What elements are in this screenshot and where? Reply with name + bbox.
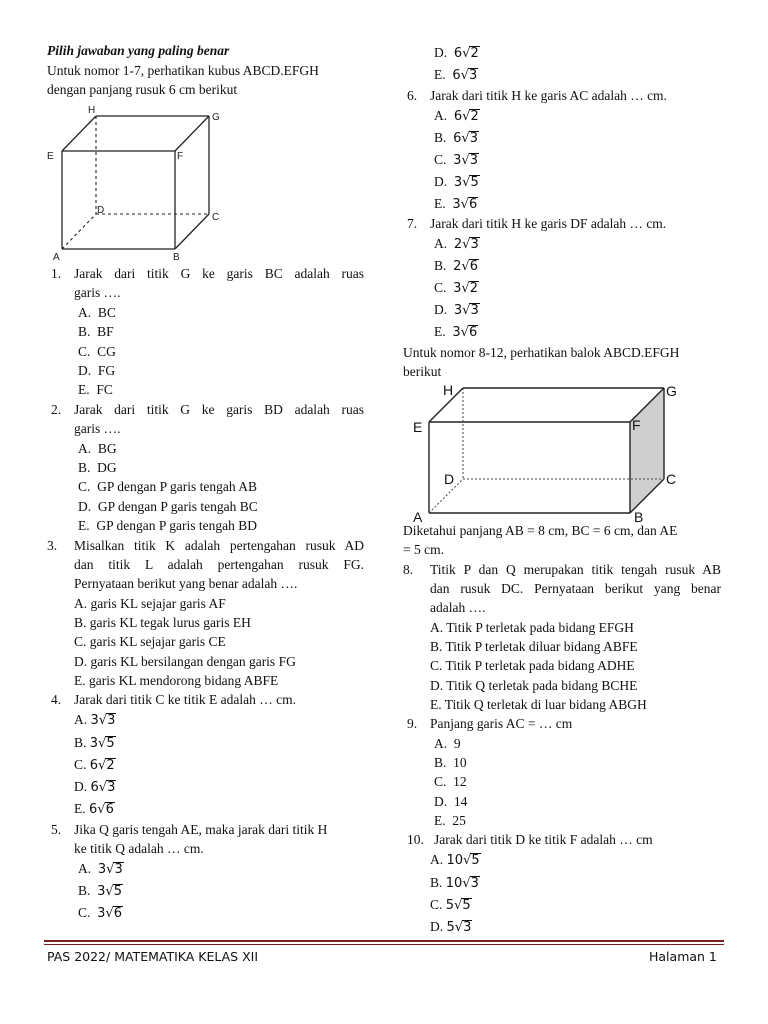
q8-text-line2: dan rusuk DC. Pernyataan berikut yang benar <box>430 581 721 596</box>
q8-text-line1: Titik P dan Q merupakan titik tengah rusuk AB <box>430 562 721 577</box>
q7-option-c[interactable]: C. 3√2 <box>434 280 478 296</box>
q3-text-line1: Misalkan titik K adalah pertengahan rusuk AD <box>74 538 364 553</box>
cube-figure <box>44 102 234 264</box>
q4-option-b[interactable]: B. 3√5 <box>74 735 115 751</box>
intro-line-1: Untuk nomor 1-7, perhatikan kubus ABCD.EFGH <box>47 63 319 78</box>
edge-ad <box>62 214 96 249</box>
q7-option-d[interactable]: D. 3√3 <box>434 302 479 318</box>
label-h: H <box>88 105 96 116</box>
label-a: A <box>53 252 60 263</box>
q1-option-c[interactable]: C. CG <box>78 344 116 359</box>
label-c: C <box>212 212 220 223</box>
label-f: F <box>632 417 641 433</box>
label-d: D <box>97 205 105 216</box>
q9-option-a[interactable]: A. 9 <box>434 736 461 751</box>
q2-text-line2: garis …. <box>74 421 121 436</box>
q4-option-d[interactable]: D. 6√3 <box>74 779 116 795</box>
q7-option-a[interactable]: A. 2√3 <box>434 236 479 252</box>
label-b: B <box>634 509 644 522</box>
q1-option-e[interactable]: E. FC <box>78 382 113 397</box>
q3-option-e[interactable]: E. garis KL mendorong bidang ABFE <box>74 673 279 688</box>
q3-option-b[interactable]: B. garis KL tegak lurus garis EH <box>74 615 251 630</box>
q1-option-d[interactable]: D. FG <box>78 363 116 378</box>
q6-option-b[interactable]: B. 6√3 <box>434 130 478 146</box>
q1-option-b[interactable]: B. BF <box>78 324 114 339</box>
shaded-face-bcgf <box>630 388 664 513</box>
q3-option-c[interactable]: C. garis KL sejajar garis CE <box>74 634 226 649</box>
q2-option-a[interactable]: A. BG <box>78 441 117 456</box>
label-a: A <box>413 509 423 522</box>
label-g: G <box>212 112 220 123</box>
q4-option-e[interactable]: E. 6√6 <box>74 801 114 817</box>
q2-option-e[interactable]: E. GP dengan P garis tengah BD <box>78 518 257 533</box>
q4-text-line1: Jarak dari titik C ke titik E adalah … cm. <box>74 692 296 707</box>
label-g: G <box>666 383 677 399</box>
q8-option-a[interactable]: A. Titik P terletak pada bidang EFGH <box>430 620 634 635</box>
q4-option-a[interactable]: A. 3√3 <box>74 712 116 728</box>
q5-text-line2: ke titik Q adalah … cm. <box>74 841 204 856</box>
q10-text-line1: Jarak dari titik D ke titik F adalah … cm <box>434 832 653 847</box>
q8-option-d[interactable]: D. Titik Q terletak pada bidang BCHE <box>430 678 638 693</box>
q8-option-e[interactable]: E. Titik Q terletak di luar bidang ABGH <box>430 697 647 712</box>
q5-option-c[interactable]: C. 3√6 <box>78 905 122 921</box>
q9-option-e[interactable]: E. 25 <box>434 813 466 828</box>
q10-option-b[interactable]: B. 10√3 <box>430 875 479 891</box>
q5-text-line1: Jika Q garis tengah AE, maka jarak dari titik H <box>74 822 328 837</box>
known-line-1: Diketahui panjang AB = 8 cm, BC = 6 cm, dan AE <box>403 523 678 538</box>
q7-option-b[interactable]: B. 2√6 <box>434 258 478 274</box>
q10-number: 10. <box>407 832 424 847</box>
cuboid-figure <box>410 380 690 522</box>
q2-text-line1: Jarak dari titik G ke garis BD adalah ruas <box>74 402 364 417</box>
footer-rule-thick <box>44 940 724 942</box>
q8-number: 8. <box>403 562 414 577</box>
footer-rule-thin <box>44 944 724 945</box>
q9-option-b[interactable]: B. 10 <box>434 755 467 770</box>
q7-text-line1: Jarak dari titik H ke garis DF adalah … cm. <box>430 216 667 231</box>
q9-number: 9. <box>407 716 418 731</box>
known-line-2: = 5 cm. <box>403 542 444 557</box>
q10-option-a[interactable]: A. 10√5 <box>430 852 480 868</box>
q6-option-e[interactable]: E. 3√6 <box>434 196 478 212</box>
footer-title: PAS 2022/ MATEMATIKA KELAS XII <box>47 949 259 964</box>
q1-number: 1. <box>51 266 62 281</box>
label-b: B <box>173 252 180 263</box>
q5-option-a[interactable]: A. 3√3 <box>78 861 123 877</box>
q2-option-c[interactable]: C. GP dengan P garis tengah AB <box>78 479 257 494</box>
q8-option-c[interactable]: C. Titik P terletak pada bidang ADHE <box>430 658 635 673</box>
q6-option-d[interactable]: D. 3√5 <box>434 174 479 190</box>
q9-text-line1: Panjang garis AC = … cm <box>430 716 573 731</box>
q1-text-line2: garis …. <box>74 285 121 300</box>
intro2-line-2: berikut <box>403 364 442 379</box>
q5-number: 5. <box>51 822 62 837</box>
label-f: F <box>177 151 184 162</box>
q6-number: 6. <box>407 88 418 103</box>
q3-option-a[interactable]: A. garis KL sejajar garis AF <box>74 596 226 611</box>
q10-option-c[interactable]: C. 5√5 <box>430 897 471 913</box>
q2-number: 2. <box>51 402 62 417</box>
label-c: C <box>666 471 677 487</box>
intro-line-2: dengan panjang rusuk 6 cm berikut <box>47 82 238 97</box>
q8-option-b[interactable]: B. Titik P terletak diluar bidang ABFE <box>430 639 638 654</box>
q5-option-d[interactable]: D. 6√2 <box>434 45 479 61</box>
label-h: H <box>443 382 454 398</box>
edge-eh <box>62 116 96 151</box>
page-number: Halaman 1 <box>649 949 717 964</box>
q4-number: 4. <box>51 692 62 707</box>
q6-text-line1: Jarak dari titik H ke garis AC adalah … cm. <box>430 88 667 103</box>
q6-option-c[interactable]: C. 3√3 <box>434 152 478 168</box>
q3-number: 3. <box>47 538 58 553</box>
q5-option-e[interactable]: E. 6√3 <box>434 67 478 83</box>
q7-number: 7. <box>407 216 418 231</box>
edge-bc <box>175 214 209 249</box>
q3-option-d[interactable]: D. garis KL bersilangan dengan garis FG <box>74 654 296 669</box>
q6-option-a[interactable]: A. 6√2 <box>434 108 479 124</box>
intro2-line-1: Untuk nomor 8-12, perhatikan balok ABCD.EFGH <box>403 345 680 360</box>
q1-option-a[interactable]: A. BC <box>78 305 116 320</box>
q10-option-d[interactable]: D. 5√3 <box>430 919 472 935</box>
q9-option-c[interactable]: C. 12 <box>434 774 467 789</box>
edge-fg <box>175 116 209 151</box>
q1-text-line1: Jarak dari titik G ke garis BC adalah ruas <box>74 266 364 281</box>
q8-text-line3: adalah …. <box>430 600 486 615</box>
label-e: E <box>413 419 423 435</box>
q4-option-c[interactable]: C. 6√2 <box>74 757 115 773</box>
q3-text-line3: Pernyataan berikut yang benar adalah …. <box>74 576 298 591</box>
q5-option-b[interactable]: B. 3√5 <box>78 883 122 899</box>
instruction-heading: Pilih jawaban yang paling benar <box>47 43 230 58</box>
q3-text-line2: dan titik L adalah pertengahan rusuk FG. <box>74 557 364 572</box>
label-e: E <box>47 151 54 162</box>
q2-option-b[interactable]: B. DG <box>78 460 117 475</box>
label-d: D <box>444 471 455 487</box>
q9-option-d[interactable]: D. 14 <box>434 794 468 809</box>
q2-option-d[interactable]: D. GP dengan P garis tengah BC <box>78 499 258 514</box>
q7-option-e[interactable]: E. 3√6 <box>434 324 478 340</box>
